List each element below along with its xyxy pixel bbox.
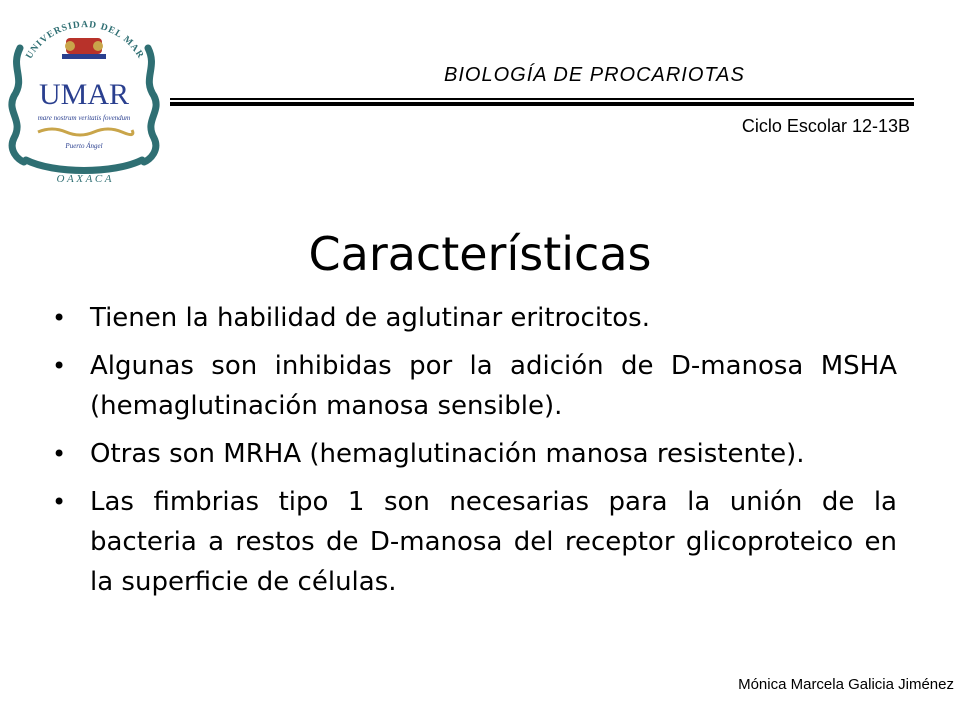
logo-arc-text: UNIVERSIDAD DEL MAR (24, 20, 146, 61)
slide-title: Características (308, 226, 652, 281)
bullet-text: Las fimbrias tipo 1 son necesarias para la unión de la bacteria a restos de D-manosa del receptor glicoproteico en la superficie de células. (90, 487, 897, 597)
logo-crest (62, 38, 106, 59)
bullet-text: Tienen la habilidad de aglutinar eritrocitos. (90, 303, 650, 333)
university-logo (4, 8, 164, 184)
bullet-item (52, 482, 897, 602)
bullet-text: Otras son MRHA (hemaglutinación manosa resistente). (90, 439, 805, 469)
logo-place: Puerto Ángel (65, 142, 103, 150)
bullet-item (52, 434, 897, 474)
bullet-dot-icon: • (52, 488, 67, 516)
bullet-dot-icon: • (52, 352, 67, 380)
header-rule-thick (170, 102, 914, 106)
course-title: BIOLOGÍA DE PROCARIOTAS (444, 64, 745, 86)
bullet-text: Algunas son inhibidas por la adición de D-manosa MSHA (hemaglutinación manosa sensible). (90, 351, 897, 421)
logo-waves (38, 129, 133, 135)
logo-monogram: UMAR (38, 78, 130, 111)
logo-motto: mare nostrum veritatis fovendum (37, 114, 131, 122)
author-name: Mónica Marcela Galicia Jiménez (738, 676, 954, 693)
header-rule-thin (170, 98, 914, 100)
logo-state: O A X A C A (56, 173, 112, 184)
bullet-item (52, 298, 897, 338)
bullet-list (52, 298, 897, 610)
bullet-dot-icon: • (52, 440, 67, 468)
bullet-dot-icon: • (52, 304, 67, 332)
bullet-item (52, 346, 897, 426)
school-cycle: Ciclo Escolar 12-13B (741, 116, 910, 136)
